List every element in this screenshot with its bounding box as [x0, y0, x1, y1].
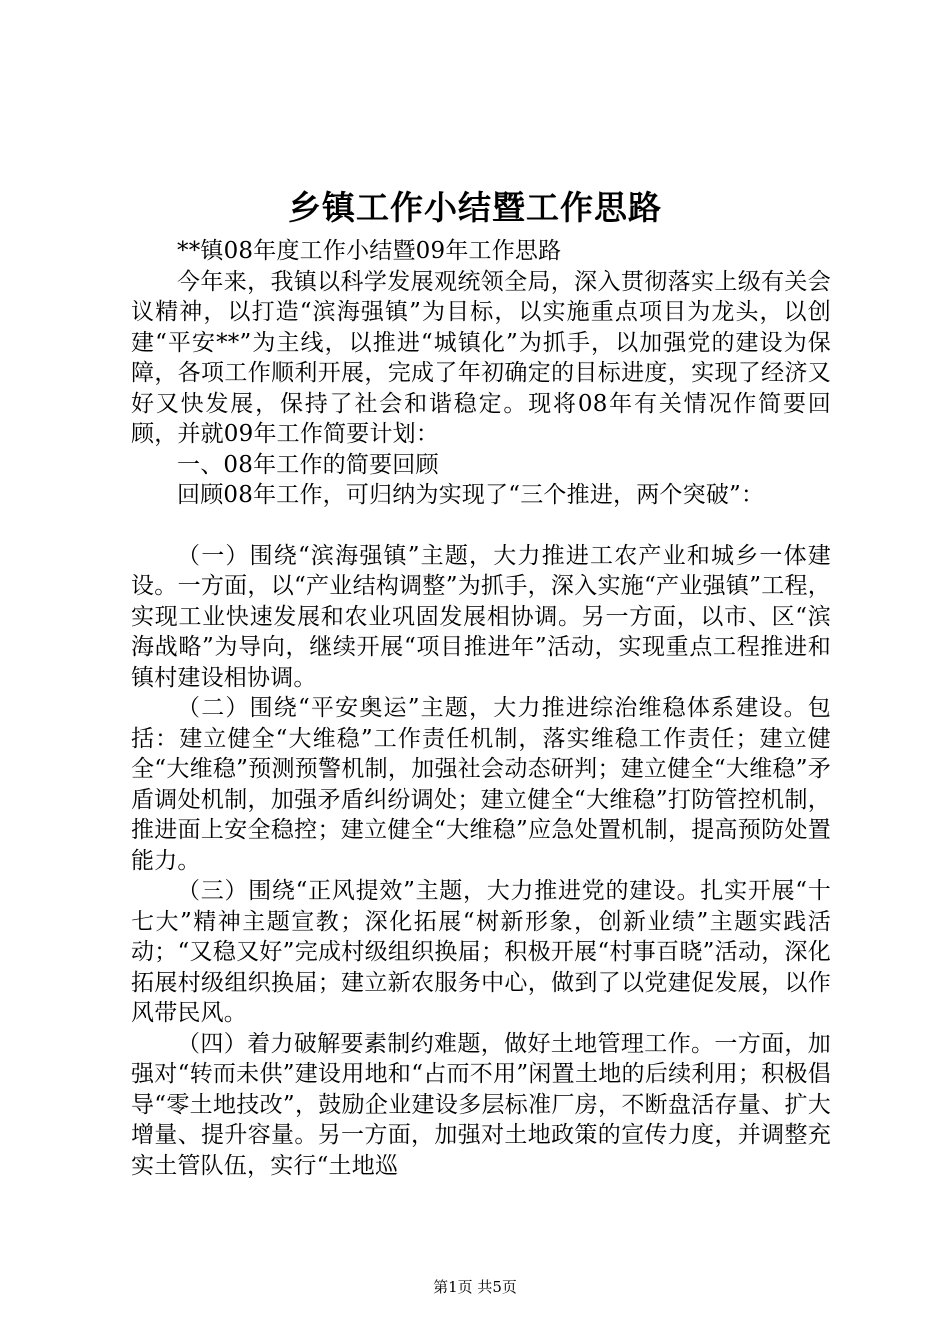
page-footer: 第1页 共5页	[433, 1278, 517, 1296]
section-heading: 一、08年工作的简要回顾	[177, 451, 439, 478]
item-paragraph-2: （二）围绕“平安奥运”主题，大力推进综治维稳体系建设。包括：建立健全“大维稳”工作责任机制，落实维稳工作责任；建立健全“大维稳”预测预警机制，加强社会动态研判；建立健全“大维稳”矛盾调处机制，加强矛盾纠纷调处；建立健全“大维稳”打防管控机制，推进面上安全稳控；建立健全“大维稳”应急处置机制，提高预防处置能力。	[131, 695, 831, 874]
document-title: 乡镇工作小结暨工作思路	[288, 188, 662, 227]
summary-paragraph: 回顾08年工作，可归纳为实现了“三个推进，两个突破”：	[177, 482, 765, 508]
intro-paragraph: 今年来，我镇以科学发展观统领全局，深入贯彻落实上级有关会议精神，以打造“滨海强镇”为目标，以实施重点项目为龙头，以创建“平安**”为主线，以推进“城镇化”为抓手，以加强党的建设为保障，各项工作顺利开展，完成了年初确定的目标进度，实现了经济又好又快发展，保持了社会和谐稳定。现将08年有关情况作简要回顾，并就09年工作简要计划：	[131, 268, 831, 447]
document-body	[131, 236, 831, 1181]
item-paragraph-3: （三）围绕“正风提效”主题，大力推进党的建设。扎实开展“十七大”精神主题宣教；深化拓展“树新形象，创新业绩”主题实践活动；“又稳又好”完成村级组织换届；积极开展“村事百晓”活动，深化拓展村级组织换届；建立新农服务中心，做到了以党建促发展，以作风带民风。	[131, 878, 831, 1026]
item-paragraph-4: （四）着力破解要素制约难题，做好土地管理工作。一方面，加强对“转而未供”建设用地和“占而不用”闲置土地的后续利用；积极倡导“零土地技改”，鼓励企业建设多层标准厂房，不断盘活存量、扩大增量、提升容量。另一方面，加强对土地政策的宣传力度，并调整充实土管队伍，实行“土地巡	[131, 1030, 831, 1179]
item-paragraph-1: （一）围绕“滨海强镇”主题，大力推进工农产业和城乡一体建设。一方面，以“产业结构调整”为抓手，深入实施“产业强镇”工程，实现工业快速发展和农业巩固发展相协调。另一方面，以市、区“滨海战略”为导向，继续开展“项目推进年”活动，实现重点工程推进和镇村建设相协调。	[131, 542, 831, 691]
subtitle-paragraph: **镇08年度工作小结暨09年工作思路	[177, 238, 562, 264]
